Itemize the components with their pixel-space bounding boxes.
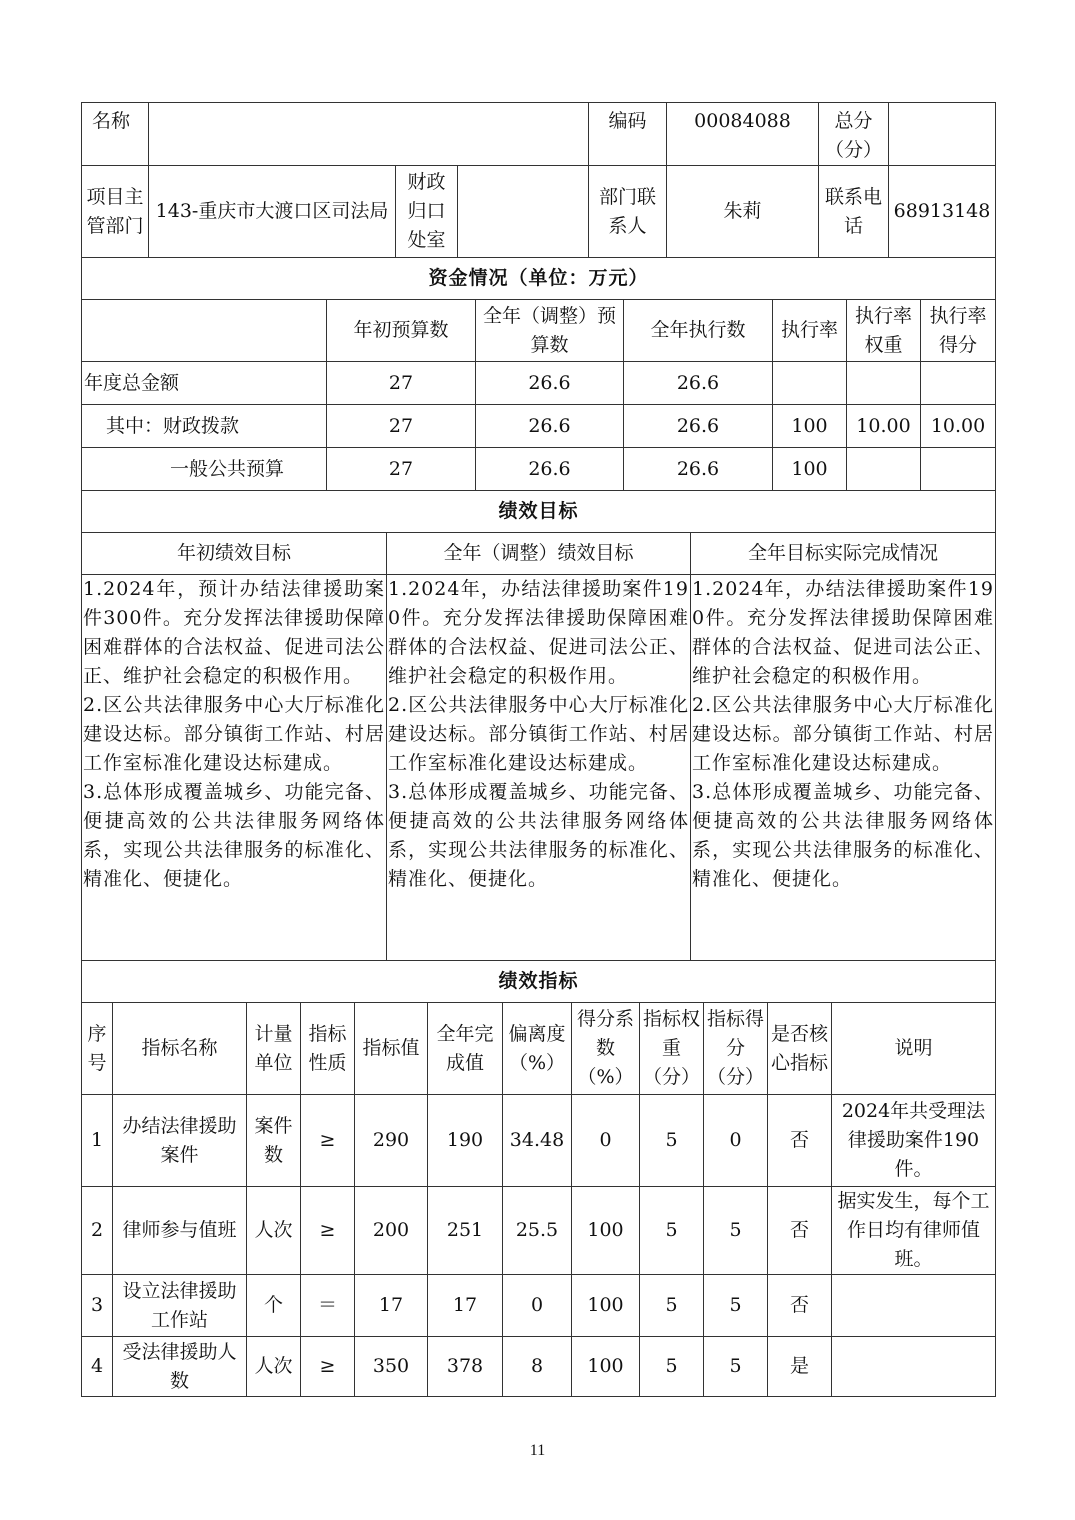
table-row (82, 1095, 996, 1187)
contact-value: 朱莉 (667, 166, 819, 258)
indicators-title: 绩效指标 (82, 961, 996, 1003)
funds-executed: 26.6 (624, 448, 773, 491)
ind-coef: 100 (572, 1337, 640, 1397)
name-label: 名称 (82, 103, 149, 166)
page-number: 11 (529, 1442, 546, 1459)
ind-unit: 人次 (247, 1337, 301, 1397)
ind-col-deviation: 偏离度（%） (503, 1003, 572, 1095)
code-label: 编码 (589, 103, 667, 166)
funds-initial: 27 (327, 405, 476, 448)
funds-rate: 100 (773, 405, 847, 448)
funds-rate: 100 (773, 448, 847, 491)
ind-score: 5 (704, 1337, 768, 1397)
funds-row-label: 年度总金额 (82, 362, 327, 405)
funds-row-label: 一般公共预算 (82, 448, 327, 491)
goals-col-adjusted: 全年（调整）绩效目标 (387, 533, 691, 575)
goal-paragraph: 2.区公共法律服务中心大厅标准化建设达标。部分镇街工作站、村居工作室标准化建设达标建成。 (692, 694, 995, 774)
table-row (82, 1337, 996, 1397)
ind-core: 否 (768, 1275, 832, 1337)
ind-col-score: 指标得分（分） (704, 1003, 768, 1095)
goals-table (81, 490, 996, 961)
ind-no: 2 (82, 1187, 113, 1275)
finance-office-value (458, 166, 589, 258)
goal-paragraph: 2.区公共法律服务中心大厅标准化建设达标。部分镇街工作站、村居工作室标准化建设达标建成。 (388, 694, 689, 774)
ind-target: 290 (355, 1095, 428, 1187)
contact-label: 部门联系人 (589, 166, 667, 258)
funds-row (82, 448, 996, 491)
ind-score: 5 (704, 1275, 768, 1337)
ind-name: 受法律援助人数 (113, 1337, 247, 1397)
ind-col-target: 指标值 (355, 1003, 428, 1095)
dept-value: 143-重庆市大渡口区司法局 (149, 166, 396, 258)
ind-deviation: 0 (503, 1275, 572, 1337)
goals-col-actual: 全年目标实际完成情况 (691, 533, 996, 575)
ind-col-nature: 指标性质 (301, 1003, 355, 1095)
ind-unit: 案件数 (247, 1095, 301, 1187)
funds-adjusted: 26.6 (476, 362, 624, 405)
goal-paragraph: 3.总体形成覆盖城乡、功能完备、便捷高效的公共法律服务网络体系，实现公共法律服务的标准化、精准化、便捷化。 (83, 781, 385, 890)
goal-paragraph: 2.区公共法律服务中心大厅标准化建设达标。部分镇街工作站、村居工作室标准化建设达标建成。 (83, 694, 385, 774)
ind-target: 200 (355, 1187, 428, 1275)
ind-nature: ≥ (301, 1337, 355, 1397)
ind-unit: 个 (247, 1275, 301, 1337)
funds-table (81, 257, 996, 491)
ind-name: 律师参与值班 (113, 1187, 247, 1275)
funds-row-label: 其中：财政拨款 (82, 405, 327, 448)
funds-row (82, 362, 996, 405)
code-value: 00084088 (667, 103, 819, 166)
ind-unit: 人次 (247, 1187, 301, 1275)
ind-col-no: 序号 (82, 1003, 113, 1095)
ind-weight: 5 (640, 1187, 704, 1275)
funds-col-rate: 执行率 (773, 300, 847, 362)
funds-col-executed: 全年执行数 (624, 300, 773, 362)
ind-actual: 17 (428, 1275, 503, 1337)
funds-rate (773, 362, 847, 405)
funds-title: 资金情况（单位：万元） (82, 258, 996, 300)
goal-paragraph: 3.总体形成覆盖城乡、功能完备、便捷高效的公共法律服务网络体系，实现公共法律服务的标准化、精准化、便捷化。 (692, 781, 995, 890)
funds-score: 10.00 (921, 405, 996, 448)
table-row (82, 1187, 996, 1275)
ind-no: 3 (82, 1275, 113, 1337)
phone-label: 联系电话 (819, 166, 889, 258)
goal-paragraph: 3.总体形成覆盖城乡、功能完备、便捷高效的公共法律服务网络体系，实现公共法律服务的标准化、精准化、便捷化。 (388, 781, 689, 890)
phone-value: 68913148 (889, 166, 996, 258)
goals-adjusted-text (387, 575, 691, 961)
ind-target: 17 (355, 1275, 428, 1337)
ind-coef: 100 (572, 1187, 640, 1275)
goals-actual-text (691, 575, 996, 961)
funds-col-weight: 执行率权重 (847, 300, 921, 362)
funds-adjusted: 26.6 (476, 405, 624, 448)
funds-weight: 10.00 (847, 405, 921, 448)
goal-paragraph: 1.2024年，预计办结法律援助案件300件。充分发挥法律援助保障困难群体的合法权益、促进司法公正、维护社会稳定的积极作用。 (83, 578, 385, 687)
ind-weight: 5 (640, 1337, 704, 1397)
goal-paragraph: 1.2024年，办结法律援助案件190件。充分发挥法律援助保障困难群体的合法权益、促进司法公正、维护社会稳定的积极作用。 (692, 578, 995, 687)
funds-executed: 26.6 (624, 405, 773, 448)
ind-weight: 5 (640, 1275, 704, 1337)
ind-note (832, 1337, 996, 1397)
funds-score (921, 448, 996, 491)
funds-row (82, 405, 996, 448)
ind-score: 5 (704, 1187, 768, 1275)
funds-score (921, 362, 996, 405)
funds-initial: 27 (327, 362, 476, 405)
name-value (149, 103, 589, 166)
ind-note: 2024年共受理法律援助案件190件。 (832, 1095, 996, 1187)
ind-col-actual: 全年完成值 (428, 1003, 503, 1095)
ind-actual: 190 (428, 1095, 503, 1187)
ind-actual: 251 (428, 1187, 503, 1275)
ind-deviation: 25.5 (503, 1187, 572, 1275)
ind-deviation: 34.48 (503, 1095, 572, 1187)
funds-weight (847, 448, 921, 491)
ind-no: 1 (82, 1095, 113, 1187)
funds-col-initial: 年初预算数 (327, 300, 476, 362)
ind-target: 350 (355, 1337, 428, 1397)
header-table (81, 102, 996, 258)
goal-paragraph: 1.2024年，办结法律援助案件190件。充分发挥法律援助保障困难群体的合法权益、促进司法公正、维护社会稳定的积极作用。 (388, 578, 689, 687)
ind-col-unit: 计量单位 (247, 1003, 301, 1095)
ind-name: 办结法律援助案件 (113, 1095, 247, 1187)
ind-col-name: 指标名称 (113, 1003, 247, 1095)
total-score-value (889, 103, 996, 166)
ind-coef: 100 (572, 1275, 640, 1337)
ind-col-core: 是否核心指标 (768, 1003, 832, 1095)
dept-label: 项目主管部门 (82, 166, 149, 258)
table-row (82, 1275, 996, 1337)
ind-note: 据实发生，每个工作日均有律师值班。 (832, 1187, 996, 1275)
ind-no: 4 (82, 1337, 113, 1397)
goals-title: 绩效目标 (82, 491, 996, 533)
ind-core: 是 (768, 1337, 832, 1397)
ind-weight: 5 (640, 1095, 704, 1187)
goals-initial-text (82, 575, 387, 961)
ind-nature: ≥ (301, 1187, 355, 1275)
funds-executed: 26.6 (624, 362, 773, 405)
funds-weight (847, 362, 921, 405)
ind-nature: ＝ (301, 1275, 355, 1337)
ind-nature: ≥ (301, 1095, 355, 1187)
ind-core: 否 (768, 1095, 832, 1187)
funds-adjusted: 26.6 (476, 448, 624, 491)
goals-col-initial: 年初绩效目标 (82, 533, 387, 575)
evaluation-form (81, 102, 995, 1397)
ind-deviation: 8 (503, 1337, 572, 1397)
ind-core: 否 (768, 1187, 832, 1275)
indicators-table (81, 960, 996, 1397)
ind-coef: 0 (572, 1095, 640, 1187)
funds-col-adjusted: 全年（调整）预算数 (476, 300, 624, 362)
finance-office-label: 财政归口处室 (396, 166, 458, 258)
funds-col-score: 执行率得分 (921, 300, 996, 362)
ind-score: 0 (704, 1095, 768, 1187)
funds-initial: 27 (327, 448, 476, 491)
ind-note (832, 1275, 996, 1337)
ind-col-weight: 指标权重（分） (640, 1003, 704, 1095)
total-score-label: 总分（分） (819, 103, 889, 166)
ind-col-coef: 得分系数（%） (572, 1003, 640, 1095)
ind-col-note: 说明 (832, 1003, 996, 1095)
ind-actual: 378 (428, 1337, 503, 1397)
funds-header-blank (82, 300, 327, 362)
ind-name: 设立法律援助工作站 (113, 1275, 247, 1337)
